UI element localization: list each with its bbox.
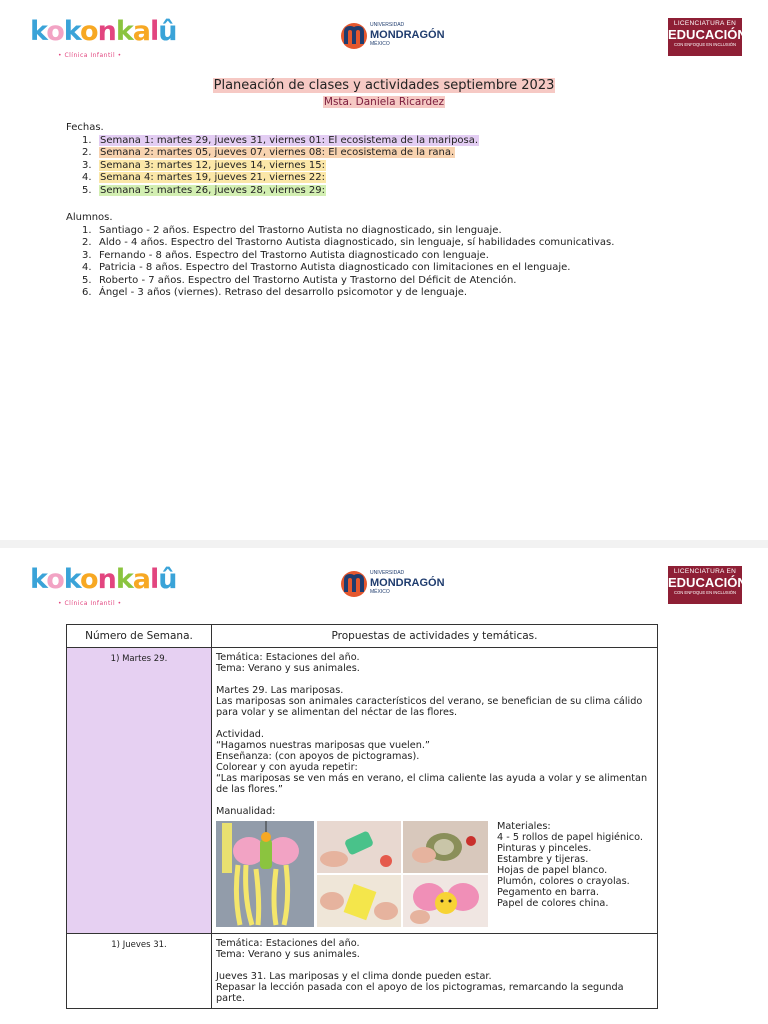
quote-2: “Las mariposas se ven más en verano, el clima caliente las ayuda a volar y se alimentan de las flores.” bbox=[216, 773, 648, 795]
mondragon-logo bbox=[340, 22, 445, 52]
licenciatura-line2: EDUCACIÓN bbox=[668, 27, 747, 42]
licenciatura-logo bbox=[668, 18, 747, 56]
material-item: Pegamento en barra. bbox=[497, 887, 599, 898]
table-header-row bbox=[67, 625, 658, 648]
activity-cell bbox=[212, 934, 658, 1009]
mondragon-line2: MONDRAGÓN bbox=[370, 577, 445, 589]
svg-text:kokonkalû: kokonkalû bbox=[30, 16, 177, 47]
page-subtitle: Msta. Daniela Ricardez bbox=[323, 96, 445, 108]
fechas-section bbox=[66, 122, 479, 197]
alumnos-label: Alumnos. bbox=[66, 212, 113, 223]
week-item: 1. Semana 1: martes 29, jueves 31, viernes 01: El ecosistema de la mariposa. bbox=[82, 134, 479, 146]
kokonkalu-logo-wordmark bbox=[30, 14, 177, 47]
materials-label: Materiales: bbox=[497, 821, 551, 832]
table-row bbox=[67, 648, 658, 934]
material-item: Pinturas y pinceles. bbox=[497, 843, 592, 854]
mondragon-line2: MONDRAGÓN bbox=[370, 29, 445, 41]
student-item: 3. Fernando - 8 años. Espectro del Trastorno Autista diagnosticado con lenguaje. bbox=[82, 249, 489, 261]
licenciatura-line1: LICENCIATURA EN bbox=[673, 568, 737, 575]
kokonkalu-logo bbox=[30, 14, 177, 62]
mondragon-line1: UNIVERSIDAD bbox=[370, 570, 405, 576]
page-separator bbox=[0, 540, 768, 548]
col-header-week: Número de Semana. bbox=[67, 625, 212, 648]
materials-list bbox=[497, 821, 643, 909]
tema: Tema: Verano y sus animales. bbox=[216, 949, 360, 960]
students-list bbox=[66, 225, 614, 300]
ensenanza: Enseñanza: (con apoyos de pictogramas). bbox=[216, 751, 420, 762]
kokonkalu-logo-wordmark bbox=[30, 562, 177, 595]
mondragon-line3: MÉXICO bbox=[370, 41, 390, 47]
mondragon-line1: UNIVERSIDAD bbox=[370, 22, 405, 28]
alumnos-section bbox=[66, 212, 614, 300]
week-cell: 1) Martes 29. bbox=[67, 648, 212, 934]
kokonkalu-subtitle: • Clínica Infantil • bbox=[58, 52, 122, 59]
colorear: Colorear y con ayuda repetir: bbox=[216, 762, 358, 773]
activities-table bbox=[66, 624, 658, 1009]
tematica: Temática: Estaciones del año. bbox=[216, 938, 360, 949]
svg-text:kokonkalû: kokonkalû bbox=[30, 564, 177, 595]
day-title: Martes 29. Las mariposas. bbox=[216, 685, 344, 696]
student-item: 6. Ángel - 3 años (viernes). Retraso del desarrollo psicomotor y de lenguaje. bbox=[82, 287, 468, 298]
student-item: 4. Patricia - 8 años. Espectro del Trastorno Autista diagnosticado con limitaciones en el lenguaje. bbox=[82, 262, 571, 273]
kokonkalu-subtitle: • Clínica Infantil • bbox=[58, 600, 122, 607]
actividad-quote: “Hagamos nuestras mariposas que vuelen.” bbox=[216, 740, 430, 751]
document-page-2 bbox=[0, 548, 768, 1024]
licenciatura-line1: LICENCIATURA EN bbox=[673, 20, 737, 27]
material-item: Hojas de papel blanco. bbox=[497, 865, 608, 876]
table-row bbox=[67, 934, 658, 1009]
week-cell: 1) Jueves 31. bbox=[67, 934, 212, 1009]
tematica: Temática: Estaciones del año. bbox=[216, 652, 360, 663]
page-title: Planeación de clases y actividades septiembre 2023 bbox=[213, 78, 555, 93]
day-description: Las mariposas son animales característicos del verano, se benefician de su clima cálido para volar y se alimentan del néctar de las flores. bbox=[216, 696, 643, 718]
licenciatura-logo bbox=[668, 566, 747, 604]
student-item: 5. Roberto - 7 años. Espectro del Trastorno Autista y Trastorno del Déficit de Atención. bbox=[82, 274, 517, 286]
mondragon-logo bbox=[340, 570, 445, 600]
mondragon-m-icon bbox=[340, 22, 368, 50]
licenciatura-line2: EDUCACIÓN bbox=[668, 575, 747, 590]
material-item: Papel de colores china. bbox=[497, 898, 609, 909]
col-header-activities: Propuestas de actividades y temáticas. bbox=[212, 625, 658, 648]
kokonkalu-logo bbox=[30, 562, 177, 610]
week-item: 3. Semana 3: martes 12, jueves 14, viernes 15: bbox=[82, 159, 326, 171]
activity-cell bbox=[212, 648, 658, 934]
material-item: Plumón, colores o crayolas. bbox=[497, 876, 630, 887]
day-description: Repasar la lección pasada con el apoyo de los pictogramas, remarcando la segunda parte. bbox=[216, 982, 624, 1004]
licenciatura-line3: CON ENFOQUE EN INCLUSIÓN bbox=[673, 42, 737, 47]
mondragon-m-icon bbox=[340, 570, 368, 598]
manualidad-section bbox=[216, 821, 653, 929]
day-title: Jueves 31. Las mariposas y el clima donde pueden estar. bbox=[216, 971, 492, 982]
material-item: 4 - 5 rollos de papel higiénico. bbox=[497, 832, 643, 843]
tema: Tema: Verano y sus animales. bbox=[216, 663, 360, 674]
manualidad-label: Manualidad: bbox=[216, 806, 276, 817]
student-item: 1. Santiago - 2 años. Espectro del Trastorno Autista no diagnosticado, sin lenguaje. bbox=[82, 224, 502, 236]
weeks-list bbox=[66, 135, 479, 198]
actividad-label: Actividad. bbox=[216, 729, 265, 740]
fechas-label: Fechas. bbox=[66, 122, 104, 133]
week-item: 4. Semana 4: martes 19, jueves 21, viernes 22: bbox=[82, 172, 326, 183]
licenciatura-line3: CON ENFOQUE EN INCLUSIÓN bbox=[673, 590, 737, 595]
craft-photos-image bbox=[216, 821, 488, 927]
week-item: 2. Semana 2: martes 05, jueves 07, viernes 08: El ecosistema de la rana. bbox=[82, 147, 455, 158]
week-item: 5. Semana 5: martes 26, jueves 28, viernes 29: bbox=[82, 184, 326, 196]
material-item: Estambre y tijeras. bbox=[497, 854, 589, 865]
mondragon-line3: MÉXICO bbox=[370, 589, 390, 595]
student-item: 2. Aldo - 4 años. Espectro del Trastorno Autista diagnosticado, sin lenguaje, sí habilidades comunicativas. bbox=[82, 237, 615, 248]
